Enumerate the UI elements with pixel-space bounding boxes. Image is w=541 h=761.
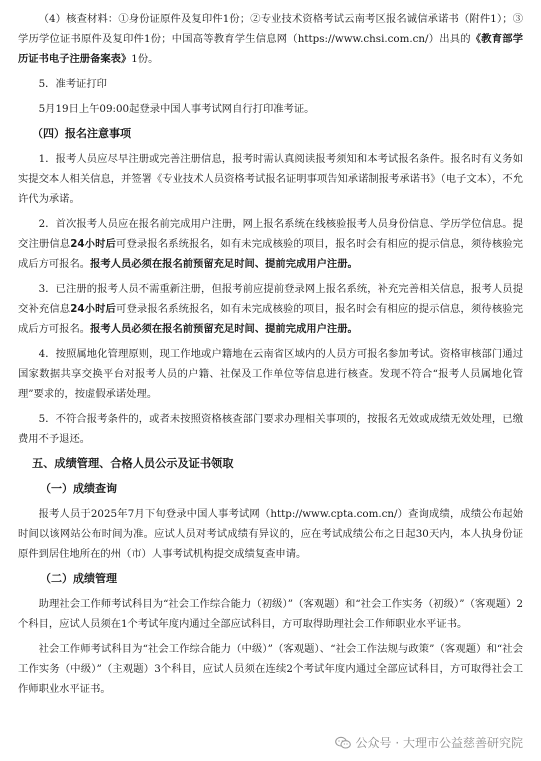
- score-management-heading: （二）成绩管理: [40, 572, 117, 585]
- notes-item-2: 2．首次报考人员应在报名前完成用户注册，网上报名系统在线核验报考人员身份信息、学历学位信息。提交注册信息24小时后可登录报名系统报名，如有未完成核验的项目，报名时会有相应的提示信息，须待核验完成后方可报名。报考人员必须在报名前预留充足时间、提前完成用户注册。: [18, 218, 523, 270]
- notes-item-3-emphasis: 报考人员必须在报名前预留充足时间、提前完成用户注册。: [90, 323, 358, 335]
- section-5-heading: 五、成绩管理、合格人员公示及证书领取: [32, 457, 234, 470]
- watermark-text: 公众号 · 大理市公益慈善研究院: [355, 736, 523, 750]
- notes-item-3: 3．已注册的报考人员不需重新注册，但报考前应提前登录网上报名系统，补充完善相关信息，报考人员提交补充信息24小时后可登录报名系统报名，如有未完成核验的项目，报名时会有相应的提示信息，须待核验完成后方可报名。报考人员必须在报名前预留充足时间、提前完成用户注册。: [18, 283, 523, 335]
- wechat-watermark: [335, 734, 523, 751]
- registration-form-name: 《教育部学历证书电子注册备案表》: [18, 33, 523, 65]
- materials-item-4: （4）核查材料：①身份证原件及复印件1份；②专业技术资格考试云南考区报名诚信承诺书（附件1）；③学历学位证书原件及复印件1份；中国高等教育学生信息网（https://www.chsi.com.cn/）出具的《教育部学历证书电子注册备案表》1份。: [18, 13, 523, 65]
- notes-item-2-emphasis: 报考人员必须在报名前预留充足时间、提前完成用户注册。: [90, 258, 358, 270]
- notes-item-1: 1．报考人员应尽早注册或完善注册信息，报考时需认真阅读报考须知和本考试报名条件。报名时有义务如实提交本人相关信息，并签署《专业技术人员资格考试报名证明事项告知承诺制报考承诺书》（电子文本），不允许代为承诺。: [18, 153, 523, 205]
- wechat-icon: [335, 736, 351, 750]
- registration-notes-heading: （四）报名注意事项: [32, 127, 131, 140]
- score-management-assistant: 助理社会工作师考试科目为“社会工作综合能力（初级）”（客观题）和“社会工作实务（初级）”（客观题）2个科目，应试人员须在1个考试年度内通过全部应试科目，方可取得助理社会工作师职业水平证书。: [18, 598, 523, 630]
- score-management-social-worker: 社会工作师考试科目为“社会工作综合能力（中级）”（客观题）、“社会工作法规与政策”（客观题）和“社会工作实务（中级）”（主观题）3个科目，应试人员须在连续2个考试年度内通过全部应试科目，方可取得社会工作师职业水平证书。: [18, 643, 523, 695]
- notes-item-4: 4．按照属地化管理原则，现工作地或户籍地在云南省区域内的人员方可报名参加考试。资格审核部门通过国家数据共享交换平台对报考人员的户籍、社保及工作单位等信息进行核查。发现不符合“报考人员属地化管理”要求的，按虚假承诺处理。: [18, 348, 523, 400]
- admission-ticket-text: 5月19日上午09:00起登录中国人事考试网自行打印准考证。: [38, 103, 315, 115]
- notes-item-5: 5．不符合报考条件的，或者未按照资格核查部门要求办理相关事项的，按报名无效或成绩无效处理，已缴费用不予退还。: [18, 413, 523, 445]
- score-query-heading: （一）成绩查询: [40, 482, 117, 495]
- score-query-text: 报考人员于2025年7月下旬登录中国人事考试网（http://www.cpta.com.cn/）查询成绩，成绩公布起始时间以该网站公布时间为准。应试人员对考试成绩有异议的，应在考试成绩公布之日起30天内，本人执身份证原件到居住地所在的州（市）人事考试机构提交成绩复查申请。: [18, 508, 523, 560]
- admission-ticket-heading: 5．准考证打印: [38, 78, 107, 90]
